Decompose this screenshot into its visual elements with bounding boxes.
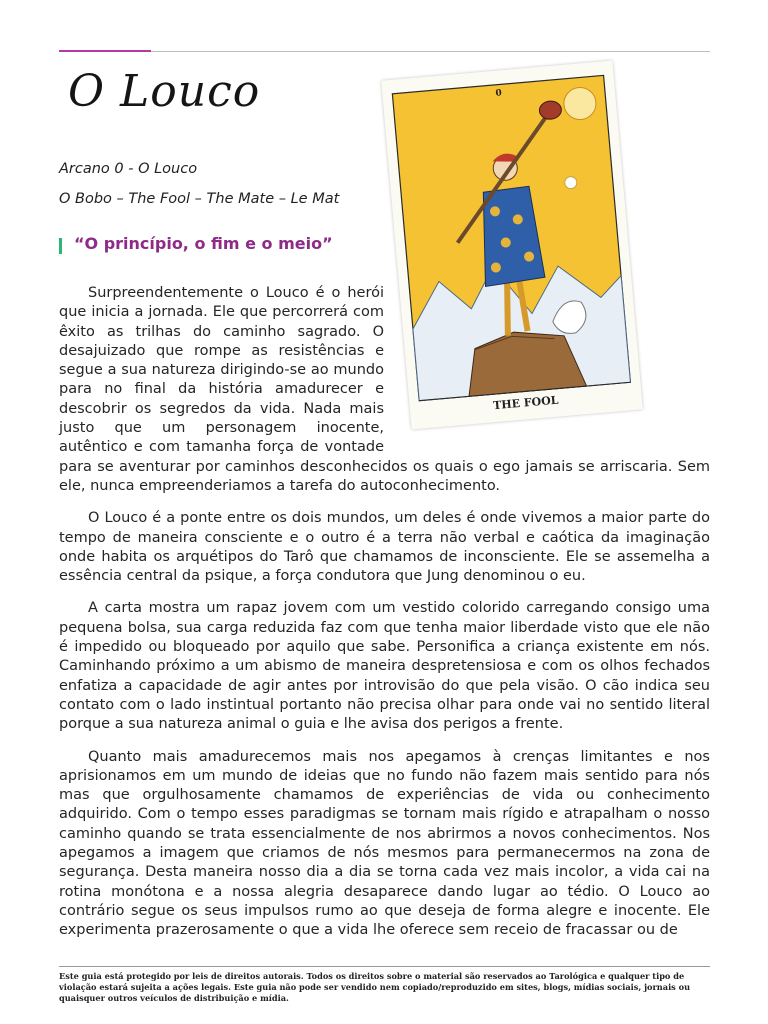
quote-accent-bar: [59, 238, 62, 254]
page-title: O Louco: [68, 66, 261, 117]
section-quote: “O princípio, o fim e o meio”: [74, 234, 333, 253]
card-caption: THE FOOL: [492, 393, 560, 413]
card-numeral: 0: [495, 88, 503, 99]
footer-divider: [59, 966, 710, 967]
paragraph: Quanto mais amadurecemos mais nos apegamos à crenças limitantes e nos aprisionamos em um mundo de ideias que no fundo não fazem mais sentido para nós mas que orgulhosamente chamamos de experiências de vida ou conhecimento adquirido. Com o tempo esses paradigmas se tornam mais rígido e atrapalham o nosso caminho quando se trata essencialmente de nos abrirmos a novos conhecimentos. Nos apegamos a imagem que criamos de nós mesmos para permanecermos na zona de segurança. Desta maneira nosso dia a dia se torna cada vez mais incolor, a vida cai na rotina monótona e a nossa alegria desaparece dando lugar ao tédio. O Louco ao contrário segue os seus impulsos rumo ao que deseja de forma alegre e inocente. Ele experimenta prazerosamente o que a vida lhe oferece sem receio de fracassar ou de: [59, 748, 710, 939]
paragraph: O Louco é a ponte entre os dois mundos, um deles é onde vivemos a maior parte do tempo de maneira consciente e o outro é a terra não verbal e caótica da imaginação onde habita os arquétipos do Tarô que chamamos de inconsciente. Ele se assemelha a essência central da psique, a força condutora que Jung denominou o eu.: [59, 510, 710, 585]
card-text-wrap-space: [384, 284, 710, 444]
paragraph: Surpreendentemente o Louco é o herói que inicia a jornada. Ele que percorrerá com êxito as trilhas do caminho sagrado. O desajuizado que rompe as resistências e segue a sua natureza dirigindo-se ao mundo para no final da história amadurecer e descobrir os segredos da vida. Nada mais justo que um personagem inocente, autêntico e com tamanha força de vontade para se aventurar por caminhos desconhecidos os quais o ego jamais se arriscaria. Sem ele, nunca empreenderiamos a tarefa do autoconhecimento.: [59, 285, 710, 494]
header-accent-line: [59, 50, 151, 52]
alternate-names: O Bobo – The Fool – The Mate – Le Mat: [59, 191, 340, 207]
paragraph: A carta mostra um rapaz jovem com um vestido colorido carregando consigo uma pequena bolsa, sua carga reduzida faz com que tenha maior liberdade visto que ele não é impedido ou bloqueado por aquilo que sabe. Personifica a criança existente em nós. Caminhando próximo a um abismo de maneira despretensiosa e com os olhos fechados enfatiza a capacidade de agir antes por introvisão do que pela visão. O cão indica seu contato com o lado instintual portanto não precisa olhar para onde vai no sentido literal porque a sua natureza animal o guia e lhe avisa dos perigos a frente.: [59, 600, 710, 733]
copyright-notice: Este guia está protegido por leis de direitos autorais. Todos os direitos sobre o material são reservados ao Tarológica e qualquer tipo de violação estará sujeita a ações legais. Este guia não pode ser vendido nem copiado/reproduzido em sites, blogs, mídias sociais, jornais ou quaisquer outros veículos de distribuição e mídia.: [59, 971, 691, 1003]
article-body: [59, 284, 710, 954]
header-divider: [59, 51, 710, 52]
arcana-subtitle: Arcano 0 - O Louco: [59, 161, 198, 177]
